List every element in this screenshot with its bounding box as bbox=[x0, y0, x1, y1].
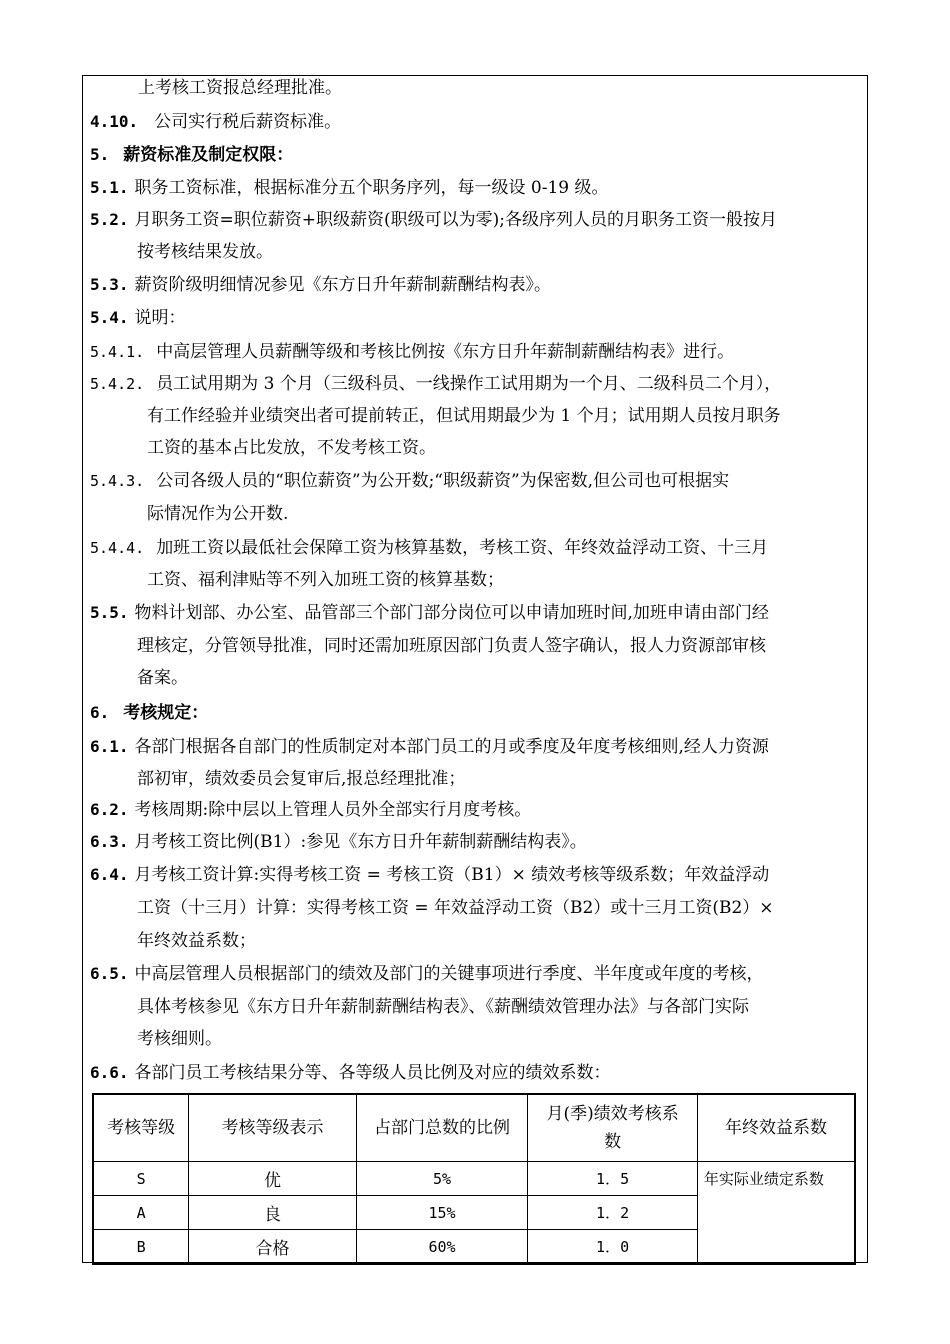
text-line: 际情况作为公开数. bbox=[147, 504, 289, 524]
clause-5-5: 5.5. 物料计划部、办公室、品管部三个部门部分岗位可以申请加班时间,加班申请由部门经 bbox=[90, 603, 769, 623]
text-line: 理核定，分管领导批准，同时还需加班原因部门负责人签字确认，报人力资源部审核 bbox=[137, 636, 766, 656]
grade-cell: B bbox=[93, 1230, 189, 1265]
text-line: 备案。 bbox=[137, 668, 188, 688]
text-line: 部初审，绩效委员会复审后,报总经理批准； bbox=[137, 769, 466, 789]
clause-number: 5.4.2. bbox=[90, 375, 145, 393]
table-header-cell: 考核等级 bbox=[93, 1094, 189, 1162]
clause-number: 6.4. bbox=[90, 865, 129, 884]
ratio-cell: 5% bbox=[356, 1162, 528, 1196]
clause-number: 6.3. bbox=[90, 832, 129, 851]
text-line: 上考核工资报总经理批准。 bbox=[138, 78, 342, 98]
table-row bbox=[93, 1162, 855, 1196]
clause-5-3: 5.3. 薪资阶级明细情况参见《东方日升年薪制薪酬结构表》。 bbox=[90, 275, 552, 295]
clause-number: 4.10. bbox=[90, 112, 139, 131]
coefficient-cell: 1．0 bbox=[528, 1230, 698, 1265]
clause-number: 5.4.1. bbox=[90, 343, 145, 361]
grade-label-cell: 优 bbox=[189, 1162, 357, 1196]
clause-number: 5.1. bbox=[90, 178, 129, 197]
section-5-heading: 5. 薪资标准及制定权限： bbox=[90, 145, 294, 165]
clause-6-3: 6.3. 月考核工资比例(B1）:参见《东方日升年薪制薪酬结构表》。 bbox=[90, 832, 587, 852]
coefficient-cell: 1．2 bbox=[528, 1196, 698, 1230]
clause-number: 5.3. bbox=[90, 275, 129, 294]
ratio-cell: 15% bbox=[356, 1196, 528, 1230]
clause-number: 5.2. bbox=[90, 210, 129, 229]
clause-number: 6.6. bbox=[90, 1063, 129, 1082]
clause-5-4-2: 5.4.2. 员工试用期为 3 个月（三级科员、一线操作工试用期为一个月、二级科员二个月）， bbox=[90, 374, 782, 394]
clause-number: 6.2. bbox=[90, 800, 129, 819]
table-header-cell: 月(季)绩效考核系数 bbox=[528, 1094, 698, 1162]
grade-cell: A bbox=[93, 1196, 189, 1230]
text-line: 工资的基本占比发放，不发考核工资。 bbox=[147, 438, 436, 458]
clause-6-1: 6.1. 各部门根据各自部门的性质制定对本部门员工的月或季度及年度考核细则,经人力资源 bbox=[90, 737, 769, 757]
grade-coefficient-table bbox=[92, 1093, 856, 1265]
table-header-row bbox=[93, 1094, 855, 1162]
text-line: 年终效益系数； bbox=[137, 931, 256, 951]
coefficient-cell: 1．5 bbox=[528, 1162, 698, 1196]
clause-number: 6. bbox=[90, 703, 110, 722]
table-header-cell: 占部门总数的比例 bbox=[356, 1094, 528, 1162]
clause-6-4: 6.4. 月考核工资计算:实得考核工资 = 考核工资（B1）× 绩效考核等级系数；年效益浮动 bbox=[90, 865, 770, 885]
clause-5-4-1: 5.4.1. 中高层管理人员薪酬等级和考核比例按《东方日升年薪制薪酬结构表》进行。 bbox=[90, 342, 735, 362]
clause-6-5: 6.5. 中高层管理人员根据部门的绩效及部门的关键事项进行季度、半年度或年度的考核， bbox=[90, 964, 764, 984]
text-line: 按考核结果发放。 bbox=[137, 242, 273, 262]
grade-label-cell: 合格 bbox=[189, 1230, 357, 1265]
text-line: 有工作经验并业绩突出者可提前转正，但试用期最少为 1 个月；试用期人员按月职务 bbox=[147, 406, 781, 426]
table-header-cell: 考核等级表示 bbox=[189, 1094, 357, 1162]
text-line: 工资（十三月）计算：实得考核工资 = 年效益浮动工资（B2）或十三月工资(B2）× bbox=[137, 898, 774, 918]
clause-6-2: 6.2. 考核周期:除中层以上管理人员外全部实行月度考核。 bbox=[90, 800, 532, 820]
clause-number: 5. bbox=[90, 145, 110, 164]
section-6-heading: 6. 考核规定： bbox=[90, 703, 209, 723]
text-line: 具体考核参见《东方日升年薪制薪酬结构表》、《薪酬绩效管理办法》与各部门实际 bbox=[137, 997, 749, 1017]
clause-5-1: 5.1. 职务工资标准，根据标准分五个职务序列，每一级设 0-19 级。 bbox=[90, 178, 609, 198]
clause-number: 5.4.4. bbox=[90, 539, 145, 557]
text-line: 工资、福利津贴等不列入加班工资的核算基数； bbox=[147, 570, 504, 590]
grade-cell: S bbox=[93, 1162, 189, 1196]
clause-number: 5.4.3. bbox=[90, 472, 145, 490]
clause-number: 5.5. bbox=[90, 603, 129, 622]
table-header-cell: 年终效益系数 bbox=[697, 1094, 855, 1162]
annual-coefficient-cell: 年实际业绩定系数 bbox=[697, 1162, 855, 1265]
clause-4-10: 4.10. 公司实行税后薪资标准。 bbox=[90, 112, 342, 132]
clause-6-6: 6.6. 各部门员工考核结果分等、各等级人员比例及对应的绩效系数： bbox=[90, 1063, 611, 1083]
clause-5-4-3: 5.4.3. 公司各级人员的“职位薪资”为公开数;“职级薪资”为保密数,但公司也可根据实 bbox=[90, 471, 730, 491]
clause-number: 6.5. bbox=[90, 964, 129, 983]
ratio-cell: 60% bbox=[356, 1230, 528, 1265]
clause-5-4-4: 5.4.4. 加班工资以最低社会保障工资为核算基数，考核工资、年终效益浮动工资、十三月 bbox=[90, 538, 769, 558]
grade-label-cell: 良 bbox=[189, 1196, 357, 1230]
text-line: 考核细则。 bbox=[137, 1029, 222, 1049]
clause-number: 6.1. bbox=[90, 737, 129, 756]
clause-5-2: 5.2. 月职务工资=职位薪资+职级薪资(职级可以为零);各级序列人员的月职务工资一般按月 bbox=[90, 210, 778, 230]
clause-5-4: 5.4. 说明： bbox=[90, 308, 186, 328]
clause-number: 5.4. bbox=[90, 308, 129, 327]
